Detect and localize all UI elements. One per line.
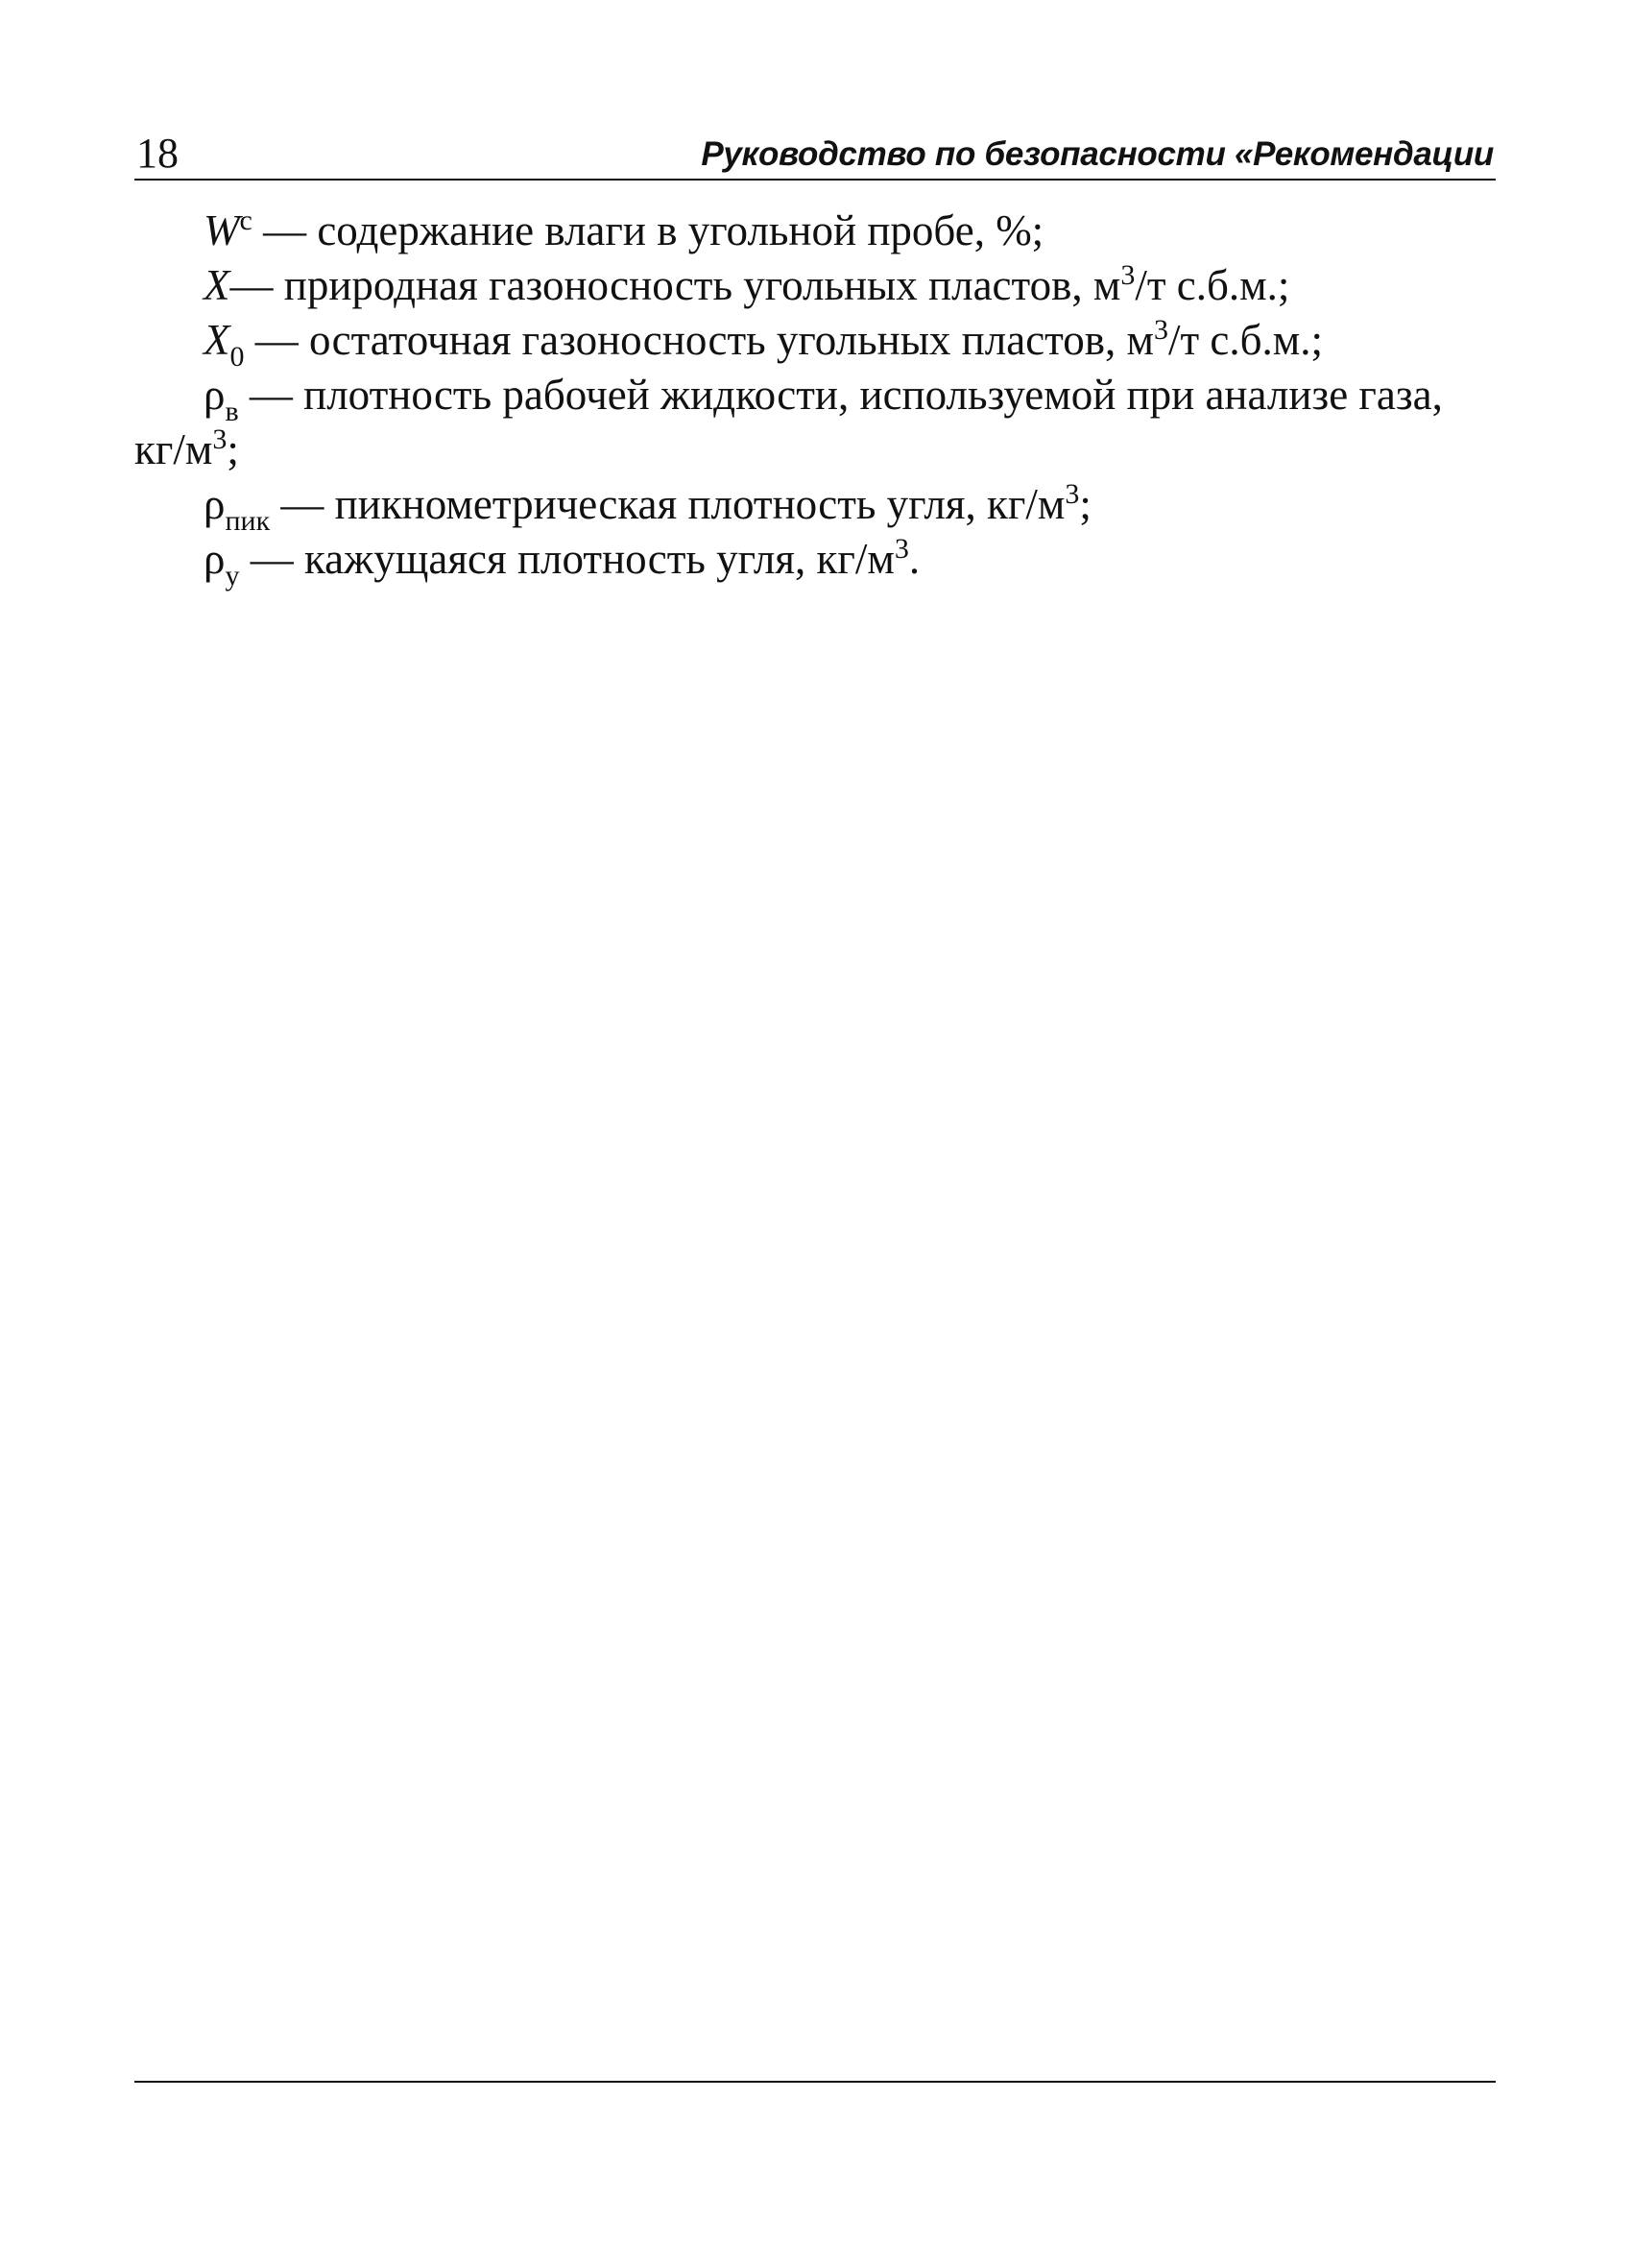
page-header: [134, 123, 1496, 181]
definition-text: — остаточная газоносность угольных пластов, м: [244, 316, 1154, 364]
definition-apparent-density: [134, 532, 1494, 591]
page-number: 18: [136, 130, 179, 177]
unit-power: 3: [1065, 478, 1080, 510]
definition-natural-gas-content: [134, 258, 1494, 313]
running-title: Руководство по безопасности «Рекомендации: [701, 135, 1494, 173]
subscript: 0: [229, 341, 245, 373]
definition-residual-gas-content: [134, 313, 1494, 373]
unit-power: 3: [1120, 259, 1136, 291]
unit-power: 3: [894, 533, 909, 565]
symbol: W: [204, 206, 240, 254]
definition-text: — пикнометрическая плотность угля, кг/м: [270, 480, 1066, 528]
subscript: в: [225, 396, 239, 427]
symbol: ρ: [204, 535, 226, 583]
unit-power: 3: [212, 423, 228, 455]
symbol: ρ: [204, 480, 226, 528]
subscript: пик: [225, 505, 271, 537]
subscript: у: [225, 560, 240, 591]
symbol: X: [204, 316, 230, 364]
definition-moisture: [134, 204, 1494, 258]
unit-tail: /т с.б.м.;: [1135, 261, 1290, 309]
definition-fluid-density: [134, 368, 1494, 477]
definition-text: — природная газоносность угольных пластов, м: [229, 261, 1121, 309]
definitions-list: [134, 204, 1494, 591]
definition-text: — кажущаяся плотность угля, кг/м: [239, 535, 895, 583]
unit-power: 3: [1153, 314, 1168, 346]
symbol: ρ: [204, 371, 226, 419]
unit-tail: ;: [1079, 480, 1092, 528]
definition-pycnometric-density: [134, 477, 1494, 537]
unit-tail: .: [908, 535, 921, 583]
definition-text: — плотность рабочей жидкости, используемой при анализе газа, кг/м: [134, 371, 1443, 473]
definition-text: — содержание влаги в угольной пробе, %;: [252, 206, 1044, 254]
superscript: c: [239, 205, 252, 236]
unit-tail: /т с.б.м.;: [1167, 316, 1323, 364]
unit-tail: ;: [227, 425, 239, 473]
symbol: X: [204, 261, 230, 309]
footnote-divider: [134, 2081, 1496, 2083]
